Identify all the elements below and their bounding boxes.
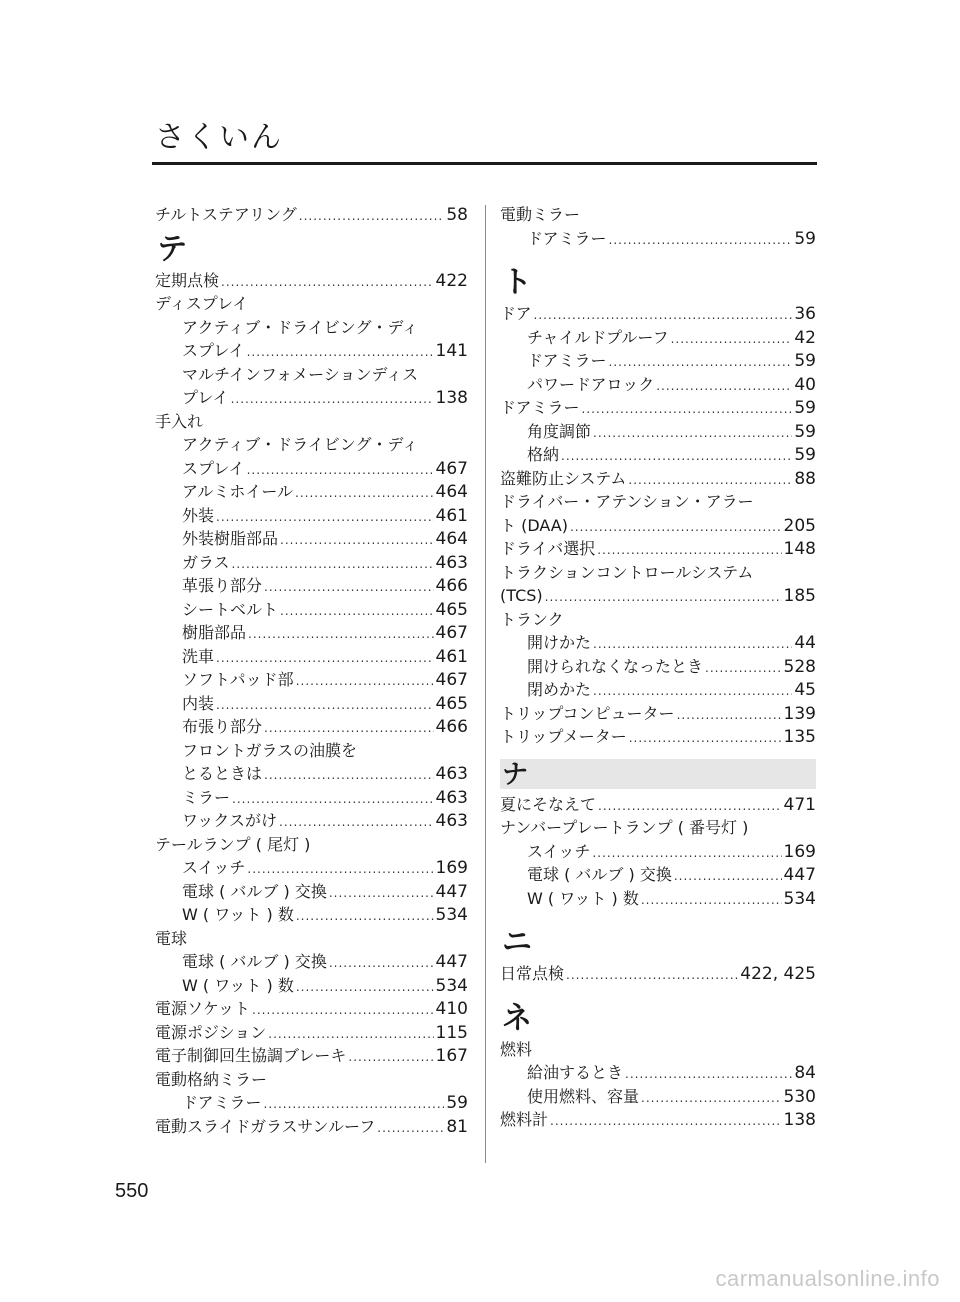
index-subentry	[500, 887, 816, 911]
entry-page-number: 40	[794, 374, 816, 395]
dot-leader	[232, 788, 434, 812]
index-entry	[500, 725, 816, 749]
index-subentry	[500, 373, 816, 397]
index-subentry	[500, 655, 816, 679]
index-entry	[155, 927, 468, 951]
dot-leader	[609, 351, 793, 375]
dot-leader	[561, 445, 792, 469]
index-subentry	[155, 386, 468, 410]
entry-label: (TCS)	[500, 586, 543, 605]
index-subentry	[155, 316, 468, 340]
entry-label: スイッチ	[182, 858, 246, 877]
index-subentry	[155, 339, 468, 363]
index-subentry	[155, 880, 468, 904]
dot-leader	[629, 727, 782, 751]
dot-leader	[299, 205, 445, 229]
index-subentry	[155, 668, 468, 692]
index-entry	[500, 561, 816, 585]
index-entry	[500, 962, 816, 986]
index-subentry	[500, 349, 816, 373]
title-rule	[152, 162, 817, 165]
dot-leader	[231, 388, 434, 412]
index-entry	[155, 410, 468, 434]
dot-leader	[216, 506, 434, 530]
entry-page-number: 58	[446, 205, 468, 225]
section-heading: ト	[502, 265, 532, 300]
entry-page-number: 59	[794, 228, 816, 249]
index-subentry	[155, 645, 468, 669]
index-entry	[500, 490, 816, 514]
index-entry	[155, 1068, 468, 1092]
entry-label: 洗車	[182, 646, 215, 666]
index-entry	[155, 1021, 468, 1045]
dot-leader	[296, 976, 434, 1000]
entry-label: ナンバープレートランプ ( 番号灯 )	[500, 818, 749, 837]
entry-page-number: 45	[794, 680, 816, 700]
dot-leader	[570, 516, 782, 540]
dot-leader	[593, 633, 792, 657]
dot-leader	[329, 952, 434, 976]
entry-page-number: 138	[783, 1110, 816, 1130]
entry-page-number: 59	[794, 445, 816, 465]
watermark: carmanualsonline.info	[715, 1266, 940, 1291]
index-entry	[500, 816, 816, 840]
entry-label: フロントガラスの油膜を	[182, 740, 358, 760]
entry-page-number: 461	[435, 646, 468, 667]
entry-label: 手入れ	[155, 411, 204, 431]
index-subentry	[155, 433, 468, 457]
entry-label: W ( ワット ) 数	[182, 975, 294, 995]
dot-leader	[582, 398, 793, 422]
entry-label: ドアミラー	[182, 1093, 262, 1112]
entry-label: 角度調節	[527, 421, 592, 441]
entry-page-number: 59	[446, 1093, 468, 1113]
entry-label: 革張り部分	[182, 576, 263, 595]
entry-label: 電子制御回生協調ブレーキ	[155, 1046, 347, 1065]
entry-page-number: 115	[435, 1022, 468, 1043]
dot-leader	[264, 1093, 445, 1117]
entry-page-number: 169	[435, 858, 468, 878]
entry-label: W ( ワット ) 数	[527, 888, 639, 908]
column-divider	[485, 205, 486, 1163]
dot-leader	[628, 469, 792, 493]
dot-leader	[534, 304, 793, 328]
dot-leader	[264, 717, 434, 741]
entry-page-number: 205	[783, 515, 816, 536]
index-entry	[500, 793, 816, 817]
section-heading: ナ	[500, 759, 816, 789]
index-entry	[155, 292, 468, 316]
entry-label: トリップコンピューター	[500, 703, 675, 723]
dot-leader	[216, 647, 434, 671]
entry-page-number: 534	[435, 975, 468, 996]
dot-leader	[593, 680, 792, 704]
dot-leader	[296, 905, 434, 929]
dot-leader	[656, 375, 792, 399]
entry-label: アルミホイール	[182, 482, 294, 501]
index-subentry	[500, 443, 816, 467]
entry-page-number: 84	[794, 1063, 816, 1083]
index-entry	[155, 1115, 468, 1139]
dot-leader	[329, 882, 434, 906]
entry-label: 格納	[527, 445, 560, 464]
index-entry	[500, 302, 816, 326]
entry-label: ドアミラー	[527, 228, 607, 248]
entry-page-number: 465	[435, 599, 468, 620]
entry-label: 日常点検	[500, 964, 565, 983]
dot-leader	[377, 1117, 444, 1141]
entry-page-number: 528	[783, 656, 816, 677]
entry-label: 閉めかた	[527, 680, 592, 699]
entry-label: 布張り部分	[182, 717, 263, 736]
entry-page-number: 81	[446, 1116, 468, 1137]
index-subentry	[155, 1091, 468, 1115]
entry-page-number: 466	[435, 717, 468, 737]
page-title: さくいん	[155, 120, 283, 155]
index-entry	[155, 269, 468, 293]
dot-leader	[296, 670, 434, 694]
index-subentry	[500, 420, 816, 444]
dot-leader	[545, 586, 782, 610]
entry-label: ガラス	[182, 552, 230, 572]
index-subentry	[155, 739, 468, 763]
entry-label: W ( ワット ) 数	[182, 905, 294, 924]
entry-page-number: 59	[794, 398, 816, 418]
entry-page-number: 410	[435, 999, 468, 1019]
dot-leader	[609, 229, 793, 253]
dot-leader	[598, 795, 782, 819]
index-entry	[500, 514, 816, 538]
entry-label: ミラー	[182, 787, 231, 807]
entry-label: ディスプレイ	[155, 294, 249, 313]
entry-page-number: 447	[435, 952, 468, 972]
dot-leader	[264, 576, 434, 600]
entry-label: テールランプ ( 尾灯 )	[155, 834, 311, 854]
entry-label: ソフトパッド部	[182, 670, 294, 689]
entry-page-number: 447	[435, 881, 468, 902]
dot-leader	[641, 889, 782, 913]
dot-leader	[252, 999, 434, 1023]
section-heading: ニ	[502, 925, 532, 960]
entry-label: 電球 ( バルブ ) 交換	[527, 865, 672, 884]
dot-leader	[264, 764, 434, 788]
entry-label: 盗難防止システム	[500, 468, 627, 488]
index-subentry	[155, 762, 468, 786]
entry-page-number: 463	[435, 764, 468, 784]
dot-leader	[280, 600, 434, 624]
entry-label: プレイ	[182, 388, 229, 407]
entry-label: シートベルト	[182, 599, 279, 619]
entry-label: トリップメーター	[500, 727, 627, 746]
dot-leader	[268, 1023, 433, 1047]
index-entry	[500, 203, 816, 227]
index-column-left	[155, 203, 468, 1138]
index-entry	[500, 396, 816, 420]
index-subentry	[155, 856, 468, 880]
entry-label: トランク	[500, 609, 564, 629]
entry-page-number: 422	[435, 270, 468, 291]
entry-label: スイッチ	[527, 841, 591, 861]
entry-page-number: 467	[435, 670, 468, 690]
entry-label: 燃料計	[500, 1110, 549, 1129]
entry-label: 内装	[182, 693, 215, 713]
dot-leader	[677, 704, 782, 728]
index-subentry	[155, 692, 468, 716]
index-subentry	[155, 809, 468, 833]
entry-label: 電動スライドガラスサンルーフ	[155, 1116, 376, 1136]
entry-page-number: 466	[435, 576, 468, 596]
entry-page-number: 461	[435, 505, 468, 526]
entry-label: 開けかた	[527, 633, 592, 652]
entry-page-number: 141	[435, 341, 468, 361]
index-subentry	[500, 678, 816, 702]
entry-page-number: 139	[783, 703, 816, 724]
entry-label: 電動格納ミラー	[155, 1069, 268, 1089]
entry-page-number: 463	[435, 787, 468, 808]
index-subentry	[155, 903, 468, 927]
entry-label: アクティブ・ドライビング・ディ	[182, 435, 419, 454]
index-subentry	[155, 527, 468, 551]
entry-label: 電源ソケット	[155, 999, 251, 1018]
entry-page-number: 42	[794, 327, 816, 348]
index-subentry	[155, 363, 468, 387]
index-subentry	[500, 1061, 816, 1085]
entry-label: ドアミラー	[527, 351, 607, 370]
index-subentry	[500, 1085, 816, 1109]
dot-leader	[295, 482, 434, 506]
entry-page-number: 88	[794, 468, 816, 489]
entry-label: 開けられなくなったとき	[527, 656, 704, 676]
entry-label: チルトステアリング	[155, 205, 297, 224]
entry-label: 給油するとき	[527, 1063, 624, 1082]
entry-page-number: 169	[783, 841, 816, 862]
index-entry	[500, 702, 816, 726]
entry-page-number: 36	[794, 304, 816, 324]
dot-leader	[247, 341, 434, 365]
entry-page-number: 422, 425	[740, 964, 816, 984]
entry-label: ト (DAA)	[500, 515, 568, 535]
entry-page-number: 534	[435, 905, 468, 925]
dot-leader	[216, 694, 434, 718]
entry-label: 電球	[155, 928, 188, 948]
entry-label: 外装	[182, 505, 215, 525]
index-entry	[500, 1108, 816, 1132]
entry-label: 電球 ( バルブ ) 交換	[182, 881, 327, 901]
index-subentry	[155, 598, 468, 622]
index-subentry	[155, 621, 468, 645]
index-subentry	[155, 504, 468, 528]
index-subentry	[500, 631, 816, 655]
dot-leader	[592, 842, 781, 866]
index-subentry	[500, 840, 816, 864]
index-subentry	[500, 863, 816, 887]
entry-label: マルチインフォメーションディス	[182, 364, 419, 384]
entry-page-number: 447	[783, 865, 816, 885]
entry-page-number: 465	[435, 693, 468, 714]
dot-leader	[221, 271, 434, 295]
dot-leader	[348, 1046, 433, 1070]
index-subentry	[155, 974, 468, 998]
entry-label: 使用燃料、容量	[527, 1086, 640, 1106]
entry-label: 外装樹脂部品	[182, 529, 279, 548]
index-entry	[155, 1044, 468, 1068]
index-subentry	[155, 786, 468, 810]
index-entry	[500, 537, 816, 561]
index-entry	[500, 467, 816, 491]
entry-page-number: 148	[783, 539, 816, 559]
index-subentry	[155, 950, 468, 974]
entry-label: ドア	[500, 304, 532, 323]
dot-leader	[247, 858, 433, 882]
index-column-right	[500, 203, 816, 1132]
entry-label: 燃料	[500, 1039, 533, 1059]
dot-leader	[280, 529, 434, 553]
index-subentry	[155, 551, 468, 575]
entry-label: 樹脂部品	[182, 623, 247, 642]
index-subentry	[155, 457, 468, 481]
entry-page-number: 467	[435, 623, 468, 643]
page-number: 550	[115, 1180, 149, 1202]
index-subentry	[155, 480, 468, 504]
entry-label: ドライバ選択	[500, 539, 596, 558]
dot-leader	[566, 964, 738, 988]
entry-label: トラクションコントロールシステム	[500, 562, 754, 582]
index-entry	[155, 833, 468, 857]
entry-label: ドアミラー	[500, 398, 580, 417]
entry-page-number: 138	[435, 388, 468, 408]
section-heading: ネ	[502, 1000, 532, 1036]
index-subentry	[500, 326, 816, 350]
dot-leader	[593, 422, 792, 446]
entry-page-number: 530	[783, 1086, 816, 1107]
dot-leader	[625, 1063, 792, 1087]
dot-leader	[550, 1110, 782, 1134]
entry-label: 電球 ( バルブ ) 交換	[182, 952, 327, 971]
dot-leader	[674, 865, 782, 889]
entry-label: スプレイ	[182, 341, 245, 360]
entry-page-number: 44	[794, 633, 816, 653]
index-subentry	[155, 574, 468, 598]
entry-label: アクティブ・ドライビング・ディ	[182, 317, 419, 337]
dot-leader	[279, 811, 434, 835]
entry-page-number: 463	[435, 552, 468, 573]
entry-label: ワックスがけ	[182, 811, 278, 830]
index-entry	[500, 1038, 816, 1062]
entry-label: 電源ポジション	[155, 1022, 267, 1042]
entry-page-number: 185	[783, 586, 816, 606]
entry-page-number: 59	[794, 421, 816, 442]
index-entry	[155, 997, 468, 1021]
entry-label: とるときは	[182, 764, 263, 783]
index-entry	[500, 584, 816, 608]
entry-page-number: 167	[435, 1046, 468, 1066]
entry-label: 電動ミラー	[500, 205, 581, 224]
entry-page-number: 534	[783, 888, 816, 909]
entry-page-number: 471	[783, 794, 816, 815]
entry-page-number: 464	[435, 529, 468, 549]
dot-leader	[248, 623, 434, 647]
dot-leader	[641, 1087, 782, 1111]
entry-label: スプレイ	[182, 458, 245, 478]
entry-label: 定期点検	[155, 270, 220, 290]
index-entry	[155, 203, 468, 227]
entry-page-number: 467	[435, 458, 468, 479]
section-heading: テ	[157, 231, 187, 267]
entry-page-number: 463	[435, 811, 468, 831]
dot-leader	[247, 459, 434, 483]
dot-leader	[671, 328, 793, 352]
entry-label: チャイルドプルーフ	[527, 327, 669, 347]
entry-label: 夏にそなえて	[500, 794, 597, 814]
entry-label: パワードアロック	[527, 374, 655, 394]
dot-leader	[232, 553, 434, 577]
entry-page-number: 464	[435, 482, 468, 502]
index-subentry	[500, 227, 816, 251]
index-subentry	[155, 715, 468, 739]
dot-leader	[705, 657, 782, 681]
index-entry	[500, 608, 816, 632]
dot-leader	[597, 539, 781, 563]
entry-label: ドライバー・アテンション・アラー	[500, 492, 754, 511]
entry-page-number: 59	[794, 351, 816, 371]
entry-page-number: 135	[783, 727, 816, 747]
